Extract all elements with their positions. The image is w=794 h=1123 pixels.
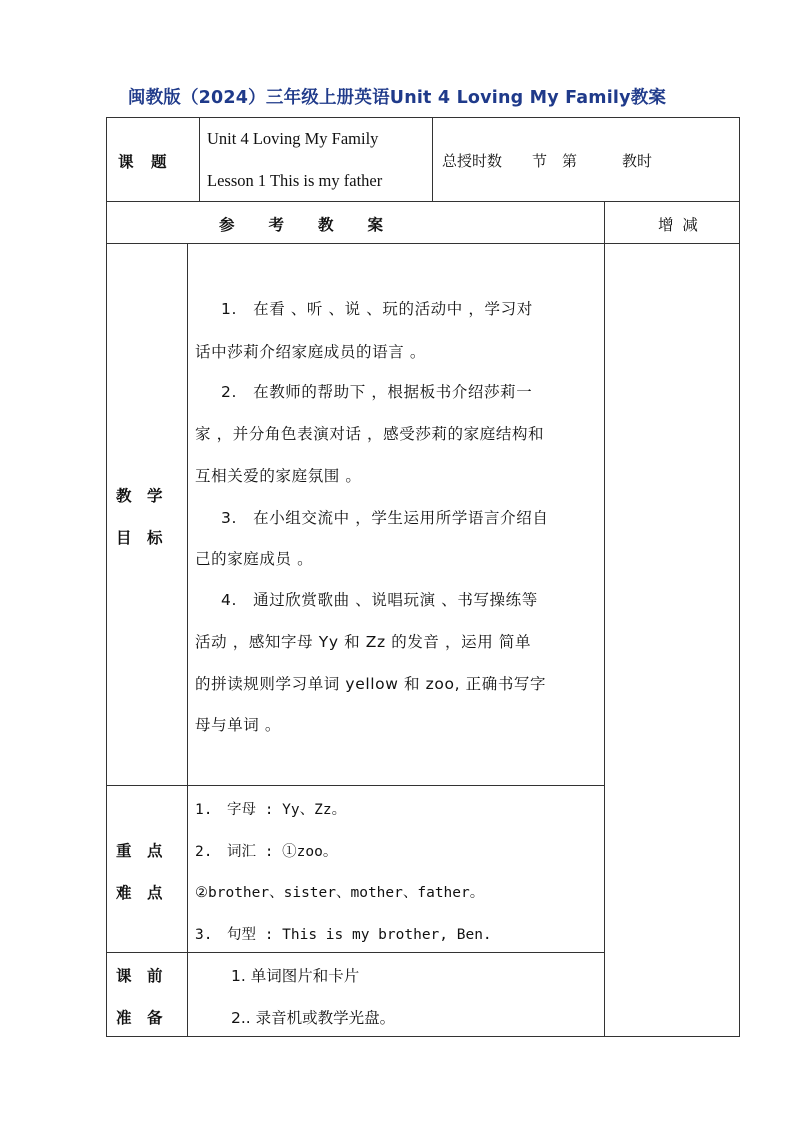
goal-line: 己的家庭成员 。 <box>195 550 314 568</box>
goal-line: 母与单词 。 <box>195 716 282 734</box>
key-points-label-1: 重 点 <box>116 842 163 860</box>
goal-line: 3. 在小组交流中 ，学生运用所学语言介绍自 <box>221 509 549 527</box>
goal-line: 2. 在教师的帮助下 ，根据板书介绍莎莉一 <box>221 383 533 401</box>
preparation-label-1: 课 前 <box>116 967 163 985</box>
preparation-line: 2.. 录音机或教学光盘。 <box>231 1009 396 1027</box>
key-point-line: 2. 词汇 : ①zoo。 <box>195 844 338 860</box>
goal-line: 话中莎莉介绍家庭成员的语言 。 <box>195 343 426 361</box>
preparation-line: 1. 单词图片和卡片 <box>231 967 360 985</box>
goals-label-1: 教 学 <box>116 487 163 505</box>
goals-label-2: 目 标 <box>116 529 163 547</box>
goal-line: 互相关爱的家庭氛围 。 <box>195 467 362 485</box>
add-remove-header: 增 减 <box>658 216 700 234</box>
goal-line: 的拼读规则学习单词 yellow 和 zoo, 正确书写字 <box>195 675 547 693</box>
goal-line: 4. 通过欣赏歌曲 、说唱玩演 、书写操练等 <box>221 591 538 609</box>
preparation-label-2: 准 备 <box>116 1009 163 1027</box>
key-point-line: ②brother、sister、mother、father。 <box>195 885 485 901</box>
teaching-hours-label: 总授时数 节 第 教时 <box>442 152 653 170</box>
goal-line: 家 ，并分角色表演对话 ，感受莎莉的家庭结构和 <box>195 425 545 443</box>
goal-line: 活动 ，感知字母 Yy 和 Zz 的发音 ，运用 简单 <box>195 633 532 651</box>
goal-line: 1. 在看 、听 、说 、玩的活动中 ，学习对 <box>221 300 533 318</box>
reference-plan-header: 参 考 教 案 <box>219 216 385 234</box>
topic-label: 课 题 <box>118 153 168 171</box>
lesson-title: Lesson 1 This is my father <box>207 171 383 190</box>
key-point-line: 3. 句型 : This is my brother, Ben. <box>195 927 492 943</box>
unit-title: Unit 4 Loving My Family <box>207 129 379 148</box>
key-points-label-2: 难 点 <box>116 884 163 902</box>
key-point-line: 1. 字母 : Yy、Zz。 <box>195 802 347 818</box>
page-title: 闽教版（2024）三年级上册英语Unit 4 Loving My Family教案 <box>127 88 667 108</box>
